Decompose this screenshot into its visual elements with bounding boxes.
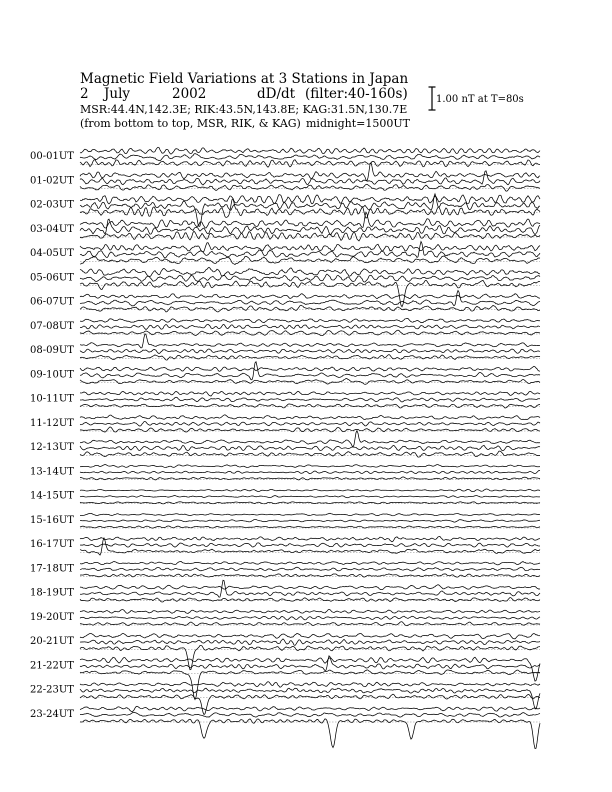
filter-label: (filter:40-160s) [305,86,408,102]
trace-line-rik [80,290,540,306]
hour-row [30,391,540,408]
hour-row [30,267,540,306]
chart-title: Magnetic Field Variations at 3 Stations in Japan [80,71,409,87]
trace-line-msr [80,256,540,264]
trace-line-msr [80,280,540,306]
trace-line-msr [80,404,540,408]
trace-line-rik [80,567,540,571]
trace-line-rik [80,543,540,547]
hour-label: 17-18UT [30,563,74,575]
trace-line-rik [80,519,540,522]
hour-label: 02-03UT [30,199,74,211]
hour-row [30,163,540,192]
trace-line-kag [80,147,540,154]
trace-line-kag [80,212,540,228]
hour-row [30,318,540,335]
trace-line-kag [80,195,540,204]
hour-row [30,212,540,241]
trace-line-kag [80,391,540,396]
hour-label: 01-02UT [30,175,74,187]
trace-line-kag [80,163,540,181]
hour-label: 11-12UT [30,417,74,429]
trace-line-kag [80,585,540,590]
hour-row [30,706,540,748]
date-year: 2002 [172,86,207,102]
trace-line-kag [80,431,540,447]
trace-line-kag [80,267,540,276]
hour-label: 18-19UT [30,587,74,599]
trace-line-kag [80,706,540,711]
trace-line-rik [80,324,540,329]
trace-line-kag [80,489,540,492]
hour-row [30,537,540,555]
hour-row [30,489,540,504]
trace-order-note: (from bottom to top, MSR, RIK, & KAG) [80,117,301,130]
hour-label: 14-15UT [30,490,74,502]
hour-row [30,242,540,265]
midnight-note: midnight=1500UT [306,117,410,130]
scale-label: 1.00 nT at T=80s [436,94,524,105]
hour-label: 08-09UT [30,345,74,357]
trace-line-msr [80,379,540,385]
trace-line-kag [80,513,540,515]
trace-line-rik [80,656,540,671]
hour-label: 12-13UT [30,442,74,454]
hour-row [30,609,540,625]
hour-row [30,194,540,227]
trace-line-kag [80,318,540,322]
trace-line-kag [80,465,540,468]
hour-label: 04-05UT [30,248,74,260]
trace-line-msr [80,694,540,714]
hour-label: 03-04UT [30,223,74,235]
trace-line-rik [80,496,540,498]
hour-label: 07-08UT [30,320,74,332]
hour-label: 10-11UT [30,393,74,405]
hour-label: 06-07UT [30,296,74,308]
trace-line-rik [80,445,540,450]
hour-row [30,633,540,672]
trace-line-kag [80,294,540,299]
trace-line-msr [80,330,540,335]
trace-line-kag [80,334,540,348]
trace-line-rik [80,154,540,161]
trace-line-msr [80,184,540,191]
trace-line-rik [80,397,540,402]
trace-line-kag [80,682,540,688]
trace-line-rik [80,712,540,717]
hour-row [30,656,540,700]
hour-label: 22-23UT [30,684,74,696]
hour-row [30,334,540,360]
trace-line-msr [80,355,540,361]
hour-row [30,290,540,312]
hour-label: 23-24UT [30,708,74,720]
trace-line-rik [80,219,540,235]
hour-label: 00-01UT [30,151,74,163]
trace-line-msr [80,305,540,312]
scale-bar-icon [429,87,436,110]
stations-label: MSR:44.4N,142.3E; RIK:43.5N,143.8E; KAG:31.5N,130.7E [80,103,408,116]
hour-label: 09-10UT [30,369,74,381]
hour-label: 21-22UT [30,660,74,672]
hour-row [30,415,540,432]
quantity-label: dD/dt [257,86,296,102]
trace-line-rik [80,688,540,709]
date-month: July [104,86,131,102]
hour-row [30,513,540,528]
hour-label: 19-20UT [30,611,74,623]
date-day: 2 [80,86,89,102]
trace-line-kag [80,537,540,542]
hour-row [30,147,540,167]
trace-line-rik [80,421,540,426]
trace-line-kag [80,657,540,681]
hour-row [30,362,540,385]
hour-label: 20-21UT [30,636,74,648]
hour-label: 13-14UT [30,466,74,478]
trace-line-rik [80,616,540,620]
hour-row [30,580,540,602]
hour-label: 15-16UT [30,514,74,526]
trace-line-msr [80,427,540,432]
trace-line-rik [80,274,540,282]
trace-line-kag [80,609,540,613]
trace-line-rik [80,639,540,646]
trace-line-kag [80,366,540,371]
trace-line-rik [80,242,540,258]
trace-line-msr [80,160,540,167]
trace-line-rik [80,470,540,473]
trace-line-msr [80,597,540,602]
trace-line-rik [80,349,540,354]
hour-row [30,465,540,480]
hour-label: 16-17UT [30,539,74,551]
trace-line-msr [80,719,540,749]
trace-line-kag [80,415,540,420]
trace-line-kag [80,561,540,564]
trace-line-kag [80,243,540,252]
trace-line-msr [80,451,540,457]
hour-row [30,561,540,577]
hour-label: 05-06UT [30,272,74,284]
hour-row [30,431,540,457]
trace-line-kag [80,633,540,638]
